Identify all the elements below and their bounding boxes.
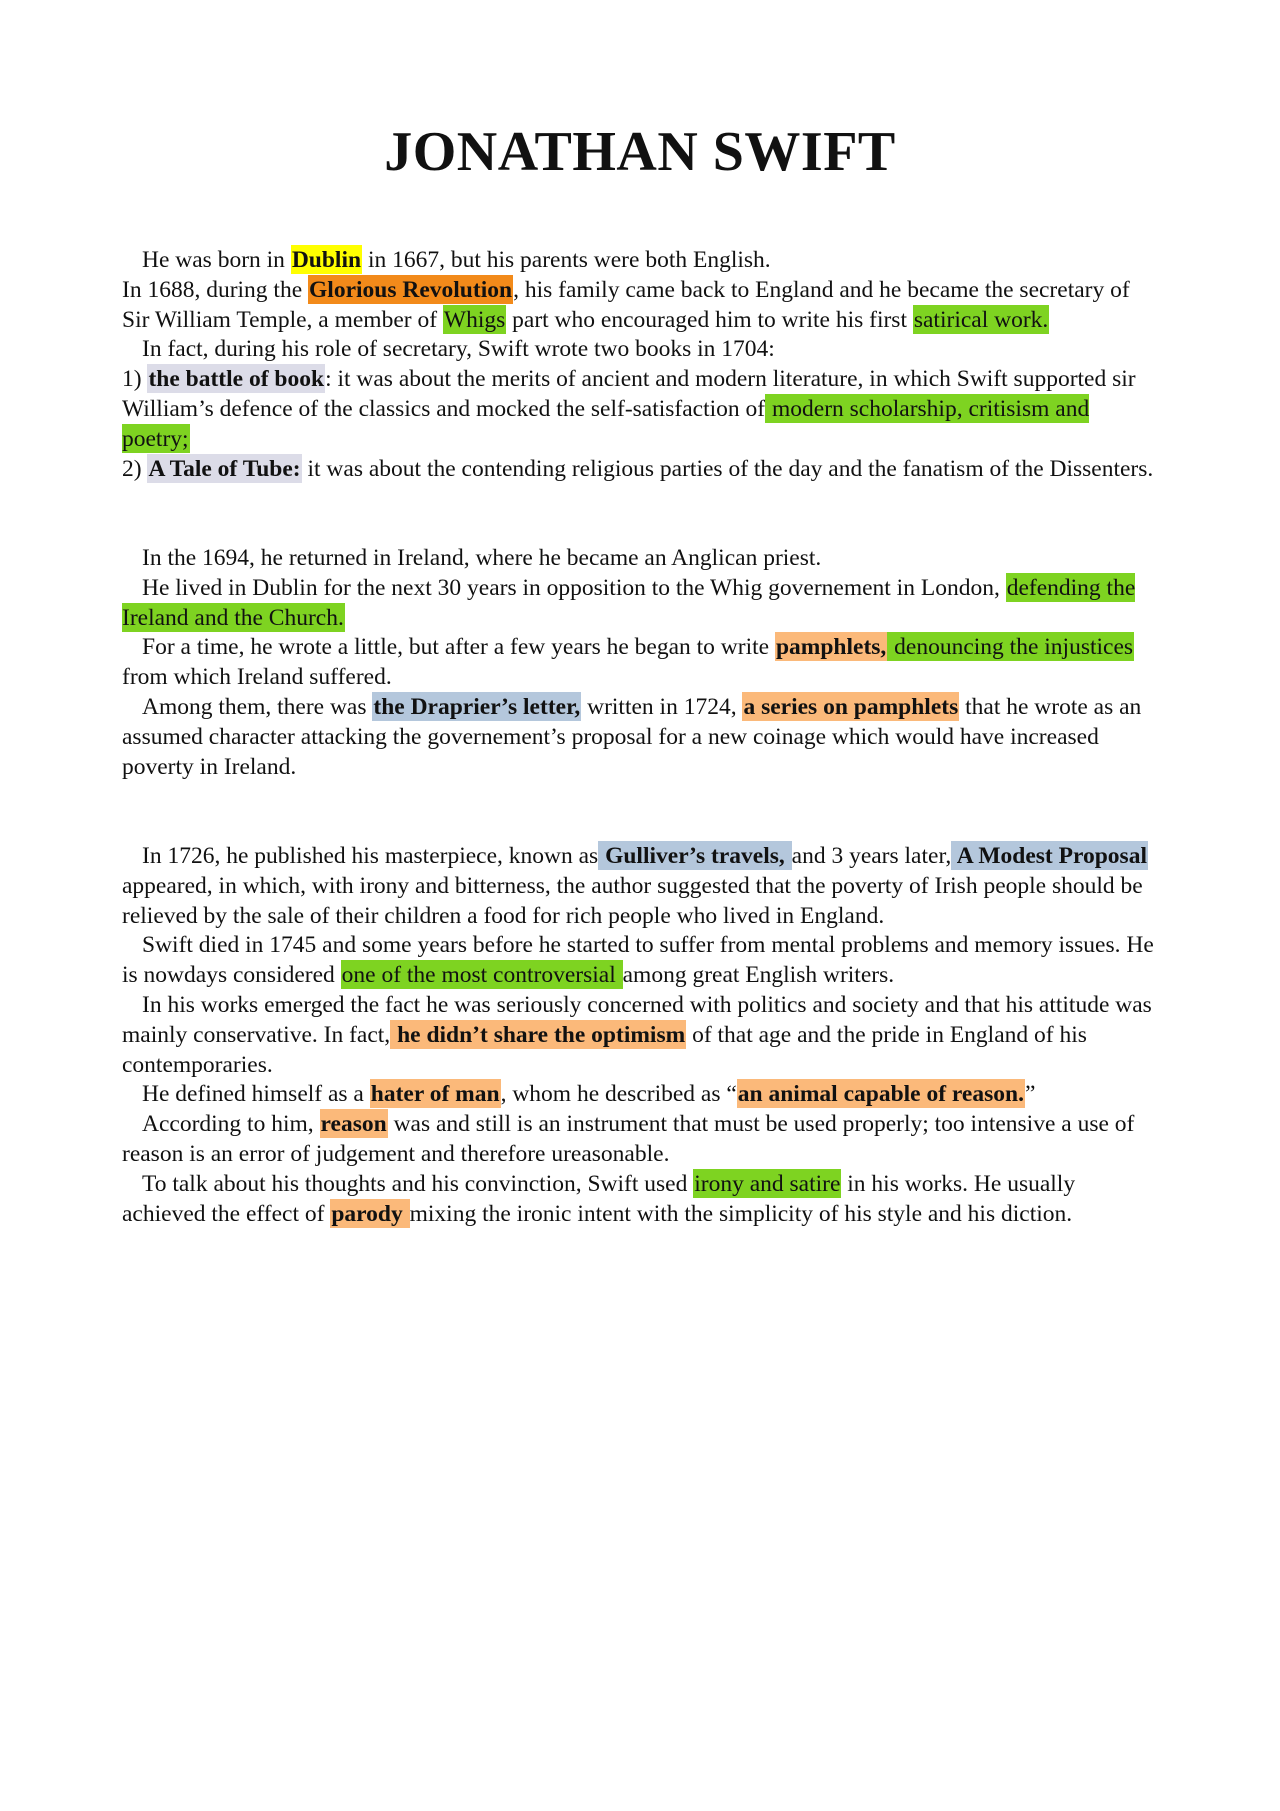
text-run: , his family came back to England and he became the secretary of Sir William Temple, a member of xyxy=(122,276,1130,333)
paragraph-ireland-return: In the 1694, he returned in Ireland, where he became an Anglican priest. xyxy=(142,544,822,571)
highlight-glorious-revolution: Glorious Revolution xyxy=(309,276,513,303)
paragraph-birth xyxy=(122,246,1162,276)
text-run: was and still is an instrument that must be used properly; too intensive a use of reason is an error of judgement and therefore ureasonable. xyxy=(122,1111,1135,1167)
highlight-parody: parody xyxy=(331,1200,409,1227)
text-run: In his works emerged the fact he was seriously concerned with politics and society and that his attitude was mainly conservative. In fact, xyxy=(122,991,1152,1048)
highlight-most-controversial: one of the most controversial xyxy=(341,962,622,989)
list-item-battle-of-book xyxy=(122,365,1162,454)
highlight-animal-of-reason: an animal capable of reason. xyxy=(737,1081,1024,1108)
text-run: written in 1724, xyxy=(581,693,743,720)
highlight-tale-of-tube: A Tale of Tube: xyxy=(148,455,301,482)
text-run: Swift died in 1745 and some years before he started to suffer from mental problems and memory issues. He is nowdays considered xyxy=(122,932,1154,989)
paragraph-hater-of-man xyxy=(122,1080,1162,1110)
text-run: For a time, he wrote a little, but after a few years he began to write xyxy=(142,634,775,661)
text-run: Among them, there was xyxy=(142,693,373,720)
highlight-modern-scholarship: modern scholarship, critisism and poetry; xyxy=(122,395,1090,452)
paragraph-reason xyxy=(122,1110,1162,1170)
highlight-drapiers-letter: the Draprier’s letter, xyxy=(373,693,581,720)
paragraph-irony-satire xyxy=(122,1170,1162,1230)
document-body xyxy=(122,246,1162,1229)
list-item-tale-of-tube xyxy=(122,455,1162,485)
highlight-battle-of-book: the battle of book xyxy=(148,366,325,393)
highlight-reason: reason xyxy=(320,1111,387,1138)
text-run: of that age and the pride in England of his contemporaries. xyxy=(122,1021,1087,1078)
text-run: in his works. He usually achieved the effect of xyxy=(122,1170,1076,1227)
text-run: and 3 years later, xyxy=(791,842,952,869)
highlight-dublin: Dublin xyxy=(291,247,362,273)
text-run: In 1726, he published his masterpiece, known as xyxy=(142,842,599,869)
highlight-modest-proposal: A Modest Proposal xyxy=(952,842,1147,869)
text-run: He lived in Dublin for the next 30 years in opposition to the Whig governement in London, xyxy=(142,574,1006,601)
text-run: in 1667, but his parents were both English. xyxy=(362,247,771,273)
paragraph-pamphlets xyxy=(122,633,1162,693)
highlight-irony-and-satire: irony and satire xyxy=(694,1170,841,1197)
text-run: In 1688, during the xyxy=(122,276,309,303)
paragraph-revolution xyxy=(122,276,1162,336)
highlight-defending-ireland: defending the Ireland and the Church. xyxy=(122,574,1136,631)
paragraph-drapier-letters xyxy=(122,693,1162,782)
highlight-series-on-pamphlets: a series on pamphlets xyxy=(743,693,959,720)
list-number: 2) xyxy=(122,455,148,482)
paragraph-conservative xyxy=(122,991,1162,1080)
text-run: He defined himself as a xyxy=(142,1081,370,1108)
highlight-hater-of-man: hater of man xyxy=(370,1081,500,1108)
text-run: part who encouraged him to write his first xyxy=(506,306,913,333)
highlight-satirical-work: satirical work. xyxy=(913,306,1049,333)
text-run: from which Ireland suffered. xyxy=(122,664,392,691)
text-run: appeared, in which, with irony and bitterness, the author suggested that the poverty of Irish people should be relieved by the sale of their children a food for rich people who lived in England. xyxy=(122,872,1143,929)
text-run: He was born in xyxy=(142,247,291,273)
text-run: According to him, xyxy=(142,1111,320,1138)
text-run: , whom he described as “ xyxy=(500,1081,737,1108)
paragraph-gap xyxy=(122,782,1162,842)
highlight-optimism: he didn’t share the optimism xyxy=(391,1021,686,1048)
highlight-denouncing-injustices: denouncing the injustices xyxy=(888,634,1134,661)
paragraph-two-books: In fact, during his role of secretary, Swift wrote two books in 1704: xyxy=(142,336,775,363)
text-run: : it was about the merits of ancient and modern literature, in which Swift supported sir William’s defence of the classics and mocked the self-satisfaction of xyxy=(122,366,1136,422)
list-number: 1) xyxy=(122,366,148,393)
highlight-whigs: Whigs xyxy=(443,306,506,333)
text-run: mixing the ironic intent with the simplicity of his style and his diction. xyxy=(409,1200,1073,1227)
highlight-pamphlets: pamphlets, xyxy=(775,634,887,661)
text-run: it was about the contending religious parties of the day and the fanatism of the Dissenters. xyxy=(301,455,1154,482)
paragraph-death xyxy=(122,931,1162,991)
paragraph-masterpiece xyxy=(122,842,1162,931)
text-run: among great English writers. xyxy=(622,962,895,989)
paragraph-gap xyxy=(122,484,1162,544)
highlight-gullivers-travels: Gulliver’s travels, xyxy=(599,842,791,869)
text-run: that he wrote as an assumed character attacking the governement’s proposal for a new coinage which would have increased poverty in Ireland. xyxy=(122,693,1142,780)
text-run: ” xyxy=(1024,1081,1036,1108)
page-title: JONATHAN SWIFT xyxy=(384,121,896,183)
paragraph-dublin-years xyxy=(122,574,1162,634)
text-run: To talk about his thoughts and his convinction, Swift used xyxy=(142,1170,694,1197)
